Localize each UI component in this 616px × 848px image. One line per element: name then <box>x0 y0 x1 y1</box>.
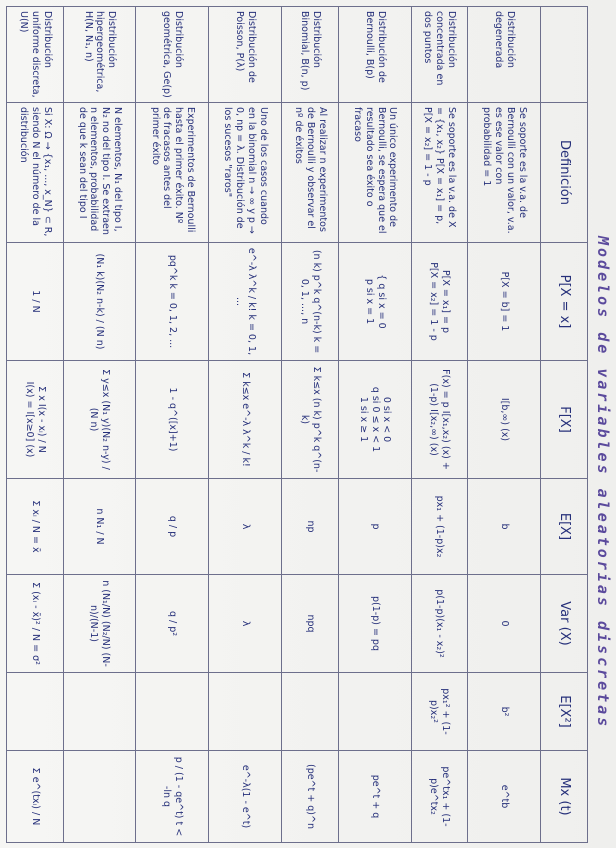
row-mean: Σ xᵢ / N = x̄ <box>7 479 64 575</box>
distributions-table <box>6 6 588 843</box>
header-var: Var (X) <box>541 575 588 673</box>
row-name: Distribución uniforme discreta, U(N) <box>7 7 64 103</box>
row-pmf: pq^k k = 0, 1, 2, ... <box>136 243 209 361</box>
row-definicion: Experimentos de Bernoulli hasta el primer éxito. Nº de fracasos antes del primer éxito <box>136 103 209 243</box>
row-mgf: Σ e^(txᵢ) / N <box>7 751 64 843</box>
row-mgf: pe^t + q <box>338 751 411 843</box>
table-row <box>282 7 338 843</box>
row-pmf: { q si x = 0 p si x = 1 <box>338 243 411 361</box>
row-ex2 <box>7 673 64 751</box>
row-pmf: (N₁ k)(N₂ n-k) / (N n) <box>63 243 136 361</box>
row-var: npq <box>282 575 338 673</box>
row-mgf: p / (1 - qe^t) t < -ln q <box>136 751 209 843</box>
row-var: λ <box>209 575 282 673</box>
row-mgf: e^-λ(1 - e^t) <box>209 751 282 843</box>
row-mean: n N₁ / N <box>63 479 136 575</box>
row-pmf: e^-λ λ^k / k! k = 0, 1, ... <box>209 243 282 361</box>
row-cdf: Σ k≤x (n k) p^k q^(n-k) <box>282 361 338 479</box>
table-row <box>411 7 467 843</box>
row-definicion: Se soporte es la v.a. de Bernoulli con un valor, v.a. es ese valor con probabilidad = 1 <box>468 103 541 243</box>
row-mgf <box>63 751 136 843</box>
row-var: q / p² <box>136 575 209 673</box>
row-ex2 <box>338 673 411 751</box>
row-cdf: Σ k≤x e^-λ λ^k / k! <box>209 361 282 479</box>
row-name: Distribución Binomial, B(n, p) <box>282 7 338 103</box>
header-mgf: Mx (t) <box>541 751 588 843</box>
row-mean: px₁ + (1-p)x₂ <box>411 479 467 575</box>
row-mgf: pe^tx₁ + (1-p)e^tx₂ <box>411 751 467 843</box>
row-var: Σ (xᵢ - x̄)² / N = σ² <box>7 575 64 673</box>
row-definicion: Si X: Ω → {x₁, ..., x_N} ⊂ R, siendo N el número de la distribución <box>7 103 64 243</box>
row-name: Distribución de Bernoulli, B(p) <box>338 7 411 103</box>
row-mgf: e^tb <box>468 751 541 843</box>
row-name: Distribución degenerada <box>468 7 541 103</box>
row-mean: λ <box>209 479 282 575</box>
row-cdf: 1 - q^([x]+1) <box>136 361 209 479</box>
row-definicion: N elementos, N₁ del tipo I, N₂ no del tipo I. Se extraen n elementos, probabilidad de que k sean del tipo I <box>63 103 136 243</box>
row-var: p(1-p)(x₁ - x₂)² <box>411 575 467 673</box>
table-row <box>63 7 136 843</box>
row-cdf: Σ y≤x (N₁ y)(N₂ n-y) / (N n) <box>63 361 136 479</box>
row-ex2 <box>282 673 338 751</box>
header-ex2: E[X²] <box>541 673 588 751</box>
header-definicion: Definición <box>541 103 588 243</box>
table-row <box>338 7 411 843</box>
row-mean: q / p <box>136 479 209 575</box>
row-pmf: P[X = b] = 1 <box>468 243 541 361</box>
header-row <box>541 7 588 843</box>
row-mean: np <box>282 479 338 575</box>
table-row <box>136 7 209 843</box>
row-definicion: Se soporte es la v.a. de X = {x₁, x₂} P[X = x₁] = p, P[X = x₂] = 1 - p <box>411 103 467 243</box>
row-cdf: I[b,∞) (x) <box>468 361 541 479</box>
row-cdf: F(x) = p I[x₁,x₂) (x) + (1-p) I[x₂,∞) (x) <box>411 361 467 479</box>
header-mean: E[X] <box>541 479 588 575</box>
table-row <box>468 7 541 843</box>
table-row <box>209 7 282 843</box>
page-title: Modelos de variables aleatorias discretas <box>594 236 612 730</box>
row-mean: b <box>468 479 541 575</box>
row-name: Distribución concentrada en dos puntos <box>411 7 467 103</box>
row-pmf: (n k) p^k q^(n-k) k = 0, 1, ..., n <box>282 243 338 361</box>
row-pmf: P[X = x₁] = p P[X = x₂] = 1 - p <box>411 243 467 361</box>
row-var: n (N₁/N) (N₂/N) (N-n)/(N-1) <box>63 575 136 673</box>
row-definicion: Al realizar n experimentos de Bernoulli y observar el nº de éxitos <box>282 103 338 243</box>
row-ex2 <box>209 673 282 751</box>
row-name: Distribución hipergeométrica, H(N, N₁, n) <box>63 7 136 103</box>
row-var: p(1-p) = pq <box>338 575 411 673</box>
row-name: Distribución geométrica, Ge(p) <box>136 7 209 103</box>
header-corner <box>541 7 588 103</box>
row-mean: p <box>338 479 411 575</box>
row-ex2 <box>136 673 209 751</box>
header-cdf: F[X] <box>541 361 588 479</box>
row-name: Distribución de Poisson, P(λ) <box>209 7 282 103</box>
row-definicion: Uno de los casos cuando en la binomial n → ∞ y p → 0, np = λ. Distribución de los sucesos "raros" <box>209 103 282 243</box>
row-pmf: 1 / N <box>7 243 64 361</box>
row-var: 0 <box>468 575 541 673</box>
row-ex2: b² <box>468 673 541 751</box>
row-definicion: Un único experimento de Bernoulli, se espera que el resultado sea éxito o fracaso <box>338 103 411 243</box>
table-row <box>7 7 64 843</box>
row-cdf: Σ x I(x - xᵢ) / N I(x) = I[x≥0] (x) <box>7 361 64 479</box>
row-ex2 <box>63 673 136 751</box>
row-mgf: (pe^t + q)^n <box>282 751 338 843</box>
header-pmf: P[X = x] <box>541 243 588 361</box>
row-ex2: px₁² + (1-p)x₂² <box>411 673 467 751</box>
row-cdf: 0 si x < 0 q si 0 ≤ x < 1 1 si x ≥ 1 <box>338 361 411 479</box>
